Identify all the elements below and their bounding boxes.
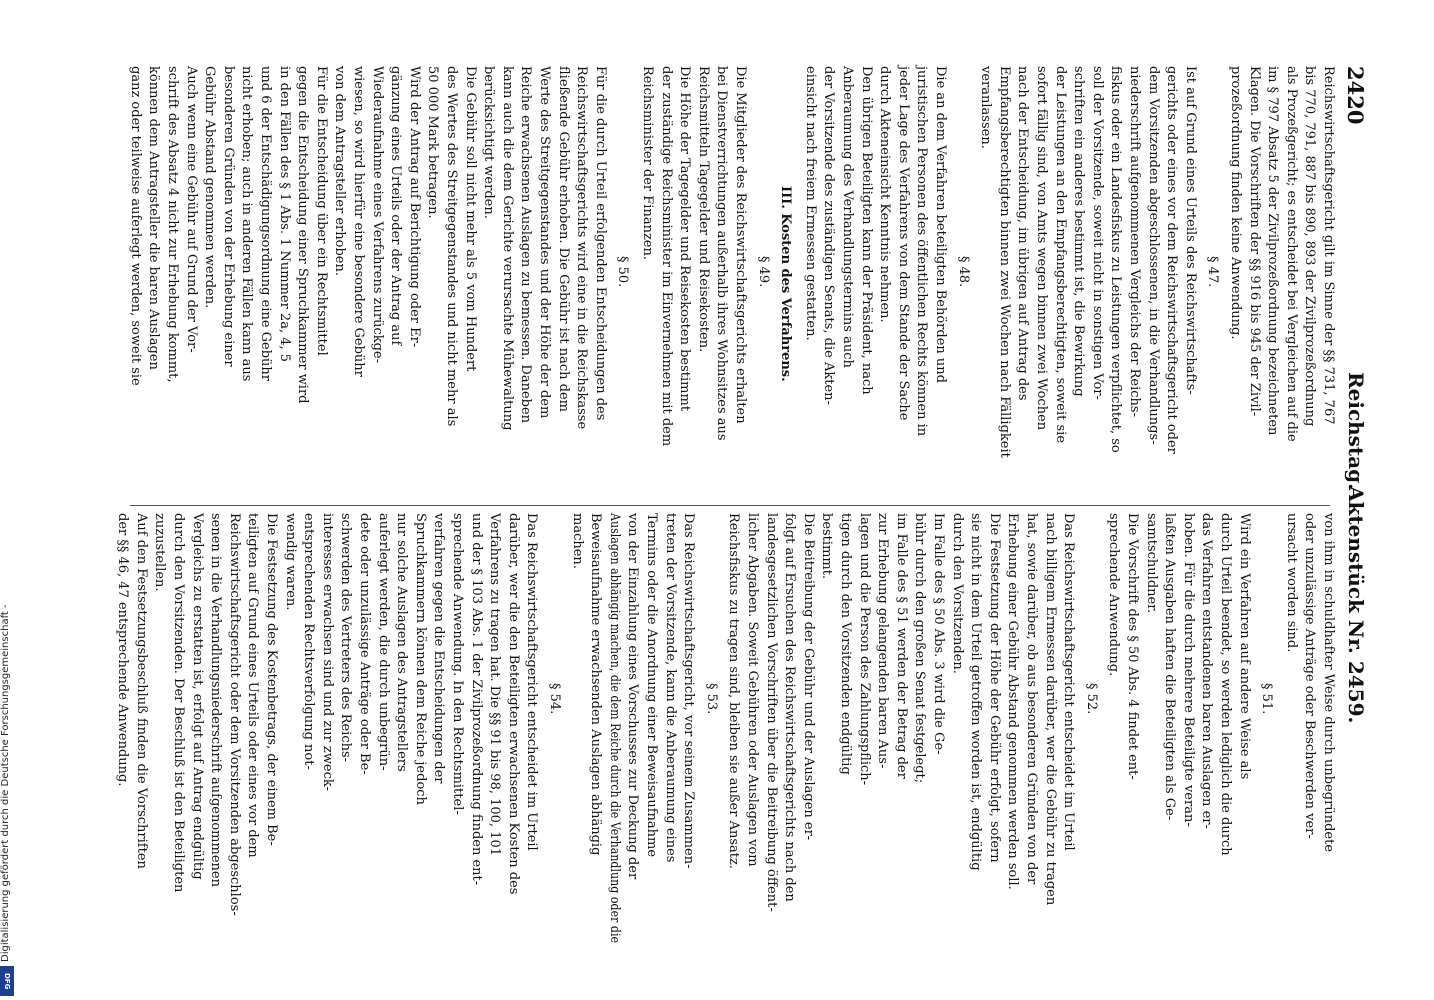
section-52-line: lagen und die Person des Zahlungspflich- xyxy=(856,513,872,786)
section-47-line: Empfangsberechtigten binnen zwei Wochen nach Fälligkeit xyxy=(996,66,1012,458)
section-53-line: Das Reichswirtschaftsgericht, vor seinem Zusammen- xyxy=(681,513,697,869)
section-54-line: entsprechenden Rechtsverfolgung not- xyxy=(301,513,317,770)
section-54-line: Verfahrens zu tragen hat. Die §§ 91 bis 98, 100, 101 xyxy=(487,513,503,856)
section-47-line: fiskus oder ein Landesfiskus zu Leistungen verpflichtet, so xyxy=(1108,66,1124,453)
section-47-line: soll der Vorsitzende, soweit nicht in sonstigen Vor- xyxy=(1089,66,1105,400)
section-47-line: dem Vorsitzenden abgeschlossenen, in die Verhandlungs- xyxy=(1145,66,1161,445)
section-47-line: der Leistungen an den Empfangsberechtigten, soweit sie xyxy=(1052,66,1068,444)
section-49-line: Reichsmitteln Tagegelder und Reisekosten. xyxy=(695,66,711,353)
section-48-line: Die an dem Verfahren beteiligten Behörden und xyxy=(933,66,948,383)
section-50-line: gänzung eines Urteils oder der Antrag auf xyxy=(388,66,404,346)
section-52-line: nach billigem Ermessen darüber, wer die Gebühr zu tragen xyxy=(1042,513,1058,906)
section-54-line: nur solche Auslagen des Antragstellers xyxy=(394,513,410,772)
section-49-line: Die Mitglieder des Reichswirtschaftsgerichts erhalten xyxy=(733,66,748,424)
section-50-line: können dem Antragsteller die baren Auslagen xyxy=(146,66,162,370)
section-50-line: Reiche erwachsenen Auslagen zu bemessen. Daneben xyxy=(518,66,534,424)
section-54-line: Das Reichswirtschaftsgericht entscheidet im Urteil xyxy=(524,513,540,851)
section-50-line: Wird der Antrag auf Berichtigung oder Er- xyxy=(406,66,422,348)
section-54-line: und der § 103 Abs. 1 der Zivilprozeßordnung finden ent- xyxy=(468,513,484,886)
section-50-line: gegen die Entscheidung einer Spruchkammer wird xyxy=(295,66,311,404)
intro-right-line: ursacht worden sind. xyxy=(1283,513,1299,653)
section-54-line: auferlegt werden, die durch unbegrün- xyxy=(375,513,391,771)
section-54-line: Die Festsetzung des Kostenbetrags, der einem Be- xyxy=(264,513,279,846)
section-50-line: in den Fällen des § 1 Abs. 1 Nummer 2a, 4, 5 xyxy=(276,66,292,363)
section-50-line: schrift des Absatz 4 nicht zur Erhebung kommt, xyxy=(165,66,180,383)
section-50-line: ganz oder teilweise auferlegt werden, soweit sie xyxy=(127,66,143,386)
section-53-line: machen. xyxy=(569,513,585,569)
section-48-heading: § 48. xyxy=(955,256,971,288)
section-50-line: nicht erhoben; auch in anderen Fällen kann aus xyxy=(239,66,255,382)
section-54-line: Auf den Festsetzungsbeschluß finden die Vorschriften xyxy=(133,513,149,869)
section-48-line: Den übrigen Beteiligten kann der Präsident, nach xyxy=(858,66,874,395)
section-50-line: fließende Gebühr erhoben. Die Gebühr ist nach dem xyxy=(555,66,571,413)
section-51-line: das Verfahren entstandenen baren Auslagen er- xyxy=(1199,513,1215,829)
document-label: Aktenstück Nr. 2459. xyxy=(1344,486,1368,724)
intro-line: prozeßordnung finden keine Anwendung. xyxy=(1228,66,1243,340)
section-47-line: sofort fällig sind, von Amts wegen binnen zwei Wochen xyxy=(1034,66,1049,431)
section-54-line: Vergleichs zu erstatten ist, erfolgt auf Antrag endgültig xyxy=(189,513,205,880)
section-51-line: durch Urteil beendet, so werden lediglich die durch xyxy=(1218,513,1233,856)
section-54-line: schwerden des Vertreters des Reichs- xyxy=(338,513,354,763)
intro-right-line: von ihm in schuldhafter Weise durch unbegründete xyxy=(1321,513,1336,853)
section-53-line: von der Einzahlung eines Vorschusses zur Deckung der xyxy=(625,513,641,880)
section-53-line: Beweisaufnahme erwachsenden Auslagen abhängig xyxy=(588,513,604,856)
intro-line: im § 797 Absatz 5 der Zivilprozeßordnung bezeichneten xyxy=(1265,66,1281,436)
section-52-line: Die Beitreibung der Gebühr und der Auslagen er- xyxy=(800,513,816,841)
section-48-line: der Vorsitzende des zuständigen Senats, die Akten- xyxy=(821,66,837,405)
section-52-line: bestimmt. xyxy=(819,513,835,580)
section-54-line: darüber, wer die den Beteiligten erwachsenen Kosten des xyxy=(505,513,521,895)
section-52-heading: § 52. xyxy=(1083,683,1099,715)
section-48-line: Anberaumung des Verhandlungstermins auch xyxy=(840,66,855,368)
section-52-line: sie nicht in dem Urteil getroffen worden ist, endgültig xyxy=(968,513,984,871)
section-54-heading: § 54. xyxy=(547,683,562,715)
section-47-line: niederschrift aufgenommenen Vergleichs der Reichs- xyxy=(1127,66,1142,417)
section-48-line: juristischen Personen des öffentlichen Rechts können in xyxy=(914,66,930,437)
section-54-line: interesses erwachsen sind und zur zweck- xyxy=(319,513,335,791)
section-48-line: jeder Lage des Verfahrens von dem Stande der Sache xyxy=(895,66,911,421)
section-52-line: tigen durch den Vorsitzenden endgültig xyxy=(838,513,853,775)
section-54-line: teiligten auf Grund eines Urteils oder eines vor dem xyxy=(245,513,261,858)
section-50-line: 50 000 Mark betragen. xyxy=(425,66,441,219)
section-49-line: Reichsminister der Finanzen. xyxy=(640,66,655,260)
section-52-line: landesgesetzlichen Vorschriften über die Beitreibung öffent- xyxy=(763,513,779,912)
intro-line: bis 770, 791, 887 bis 890, 893 der Zivilprozeßordnung xyxy=(1302,66,1318,427)
section-52-line: zur Erhebung gelangenden baren Aus- xyxy=(875,513,891,769)
section-51-line: samtschuldner. xyxy=(1143,513,1159,614)
section-51-line: Wird ein Verfahren auf andere Weise als xyxy=(1236,513,1252,780)
section-49-heading: § 49. xyxy=(755,256,771,288)
section-54-line: Spruchkammern können dem Reiche jedoch xyxy=(412,513,428,805)
intro-right-line: oder unzulässige Anträge oder Beschwerden ver- xyxy=(1302,513,1318,839)
section-54-line: zuzustellen. xyxy=(152,513,168,592)
section-51-line: sprechende Anwendung. xyxy=(1106,513,1122,677)
section-50-line: von dem Antragsteller erhoben. xyxy=(332,66,348,276)
section-48-line: durch Akteneinsicht Kenntnis nehmen. xyxy=(877,66,893,323)
section-47-heading: § 47. xyxy=(1205,256,1221,288)
section-52-line: Die Festsetzung der Höhe der Gebühr erfolgt, sofern xyxy=(986,513,1002,863)
section-52-line: hat, sowie darüber, ob aus besonderen Gründen von der xyxy=(1024,513,1039,885)
intro-line: Reichswirtschaftsgericht gilt im Sinne der §§ 731, 767 xyxy=(1321,66,1336,425)
section-50-line: Wiederaufnahme eines Verfahrens zurückge- xyxy=(369,66,385,364)
section-54-line: Reichswirtschaftsgericht oder dem Vorsitzenden abgeschlos- xyxy=(226,513,242,916)
section-50-line: Die Gebühr soll nicht mehr als 5 vom Hundert xyxy=(462,66,478,372)
section-47-line: Ist auf Grund eines Urteils des Reichswirtschafts- xyxy=(1182,66,1198,395)
section-49-line: Die Höhe der Tagegelder und Reisekosten bestimmt xyxy=(677,66,693,412)
section-50-line: wiesen, so wird hierfür eine besondere Gebühr xyxy=(351,66,366,377)
section-52-line: im Falle des § 51 werden der Betrag der xyxy=(893,513,909,779)
digitization-credit: Digitalisierung gefördert durch die Deutsche Forschungsgemeinschaft - xyxy=(0,604,11,962)
intro-line: als Prozeßgericht; es entscheidet bei Vergleichen auf die xyxy=(1283,66,1299,442)
section-50-line: berücksichtigt werden. xyxy=(481,66,497,219)
section-54-line: durch den Vorsitzenden. Der Beschluß ist den Beteiligten xyxy=(171,513,186,893)
section-52-line: Erhebung einer Gebühr Abstand genommen werden soll. xyxy=(1005,513,1021,890)
section-47-line: schriften ein anderes bestimmt ist, die Bewirkung xyxy=(1071,66,1087,397)
section-53-heading: § 53. xyxy=(703,683,719,715)
section-52-line: folgt auf Ersuchen des Reichswirtschaftsgerichts nach den xyxy=(782,513,798,902)
section-50-heading: § 50. xyxy=(615,256,631,288)
dfg-logo: DFG xyxy=(0,966,14,996)
section-50-line: und 6 der Entschädigungsordnung eine Gebühr xyxy=(258,66,273,382)
publication-title: Reichstag. xyxy=(1344,372,1368,491)
section-54-line: wendig waren. xyxy=(282,513,298,611)
section-51-line: laßten Ausgaben haften die Beteiligten als Ge- xyxy=(1162,513,1178,821)
section-54-line: dete oder unzulässige Anträge oder Be- xyxy=(357,513,372,775)
section-54-line: sprechende Anwendung. In den Rechtsmittel- xyxy=(450,513,465,815)
section-52-line: Im Falle des § 50 Abs. 3 wird die Ge- xyxy=(931,513,946,755)
page-number-visible: 2420 xyxy=(1343,66,1368,125)
section-50-line: des Wertes des Streitgegenstandes und nicht mehr als xyxy=(444,66,459,427)
column-divider xyxy=(130,505,1330,506)
section-47-line: veranlassen. xyxy=(978,66,994,149)
section-53-line: treten der Vorsitzende, kann die Anberaumung eines xyxy=(662,513,678,863)
section-54-line: der §§ 46, 47 entsprechende Anwendung. xyxy=(115,513,131,787)
section-51-heading: § 51. xyxy=(1259,683,1275,715)
section-50-line: besonderen Gründen von der Erhebung einer xyxy=(220,66,236,367)
section-52-line: Reichsfiskus zu tragen sind, bleiben sie außer Ansatz. xyxy=(726,513,742,869)
intro-line: Klagen. Die Vorschriften der §§ 916 bis 945 der Zivil- xyxy=(1246,66,1262,417)
section-53-line: Auslagen abhängig machen, die dem Reiche durch die Verhandlung oder die xyxy=(606,513,622,944)
section-50-line: Gebühr Abstand genommen werden. xyxy=(202,66,218,309)
section-49-line: bei Dienstverrichtungen außerhalb ihres Wohnsitzes aus xyxy=(714,66,730,441)
section-54-line: verfahren gegen die Entscheidungen der xyxy=(431,513,447,784)
section-50-line: Für die Entscheidung über ein Rechtsmittel xyxy=(313,66,329,356)
section-50-line: Werte des Streitgegenstandes und der Höhe der dem xyxy=(537,66,552,419)
section-48-line: einsicht nach freiem Ermessen gestatten. xyxy=(802,66,818,341)
section-47-line: nach der Entscheidung, im übrigen auf Antrag des xyxy=(1015,66,1031,401)
section-50-line: Auch wenn eine Gebühr auf Grund der Vor- xyxy=(183,66,199,353)
section-50-line: Reichswirtschaftsgerichts wird eine in die Reichskasse xyxy=(574,66,590,430)
section-52-line: Das Reichswirtschaftsgericht entscheidet im Urteil xyxy=(1061,513,1077,851)
section-52-line: bühr durch den großen Senat festgelegt; xyxy=(912,513,928,784)
section-50-line: kann auch die dem Gerichte verursachte Mühewaltung xyxy=(499,66,515,431)
section-54-line: senen in die Verhandlungsniederschrift aufgenommenen xyxy=(208,513,224,887)
section-51-line: hoben. Für die durch mehrere Beteiligte veran- xyxy=(1180,513,1196,827)
section-49-line: der zuständige Reichsminister im Einvernehmen mit dem xyxy=(658,66,674,447)
part-3-heading: III. Kosten des Verfahrens. xyxy=(778,186,794,382)
section-50-line: Für die durch Urteil erfolgenden Entscheidungen des xyxy=(592,66,608,421)
section-53-line: Termins oder die Anordnung einer Beweisaufnahme xyxy=(644,513,659,858)
section-52-line: licher Abgaben. Soweit Gebühren oder Auslagen vom xyxy=(745,513,760,867)
section-52-line: durch den Vorsitzenden. xyxy=(949,513,965,674)
section-47-line: gerichts oder eines vor dem Reichswirtschaftsgericht oder xyxy=(1164,66,1180,454)
section-51-line: Die Vorschrift des § 50 Abs. 4 findet ent- xyxy=(1125,513,1140,780)
